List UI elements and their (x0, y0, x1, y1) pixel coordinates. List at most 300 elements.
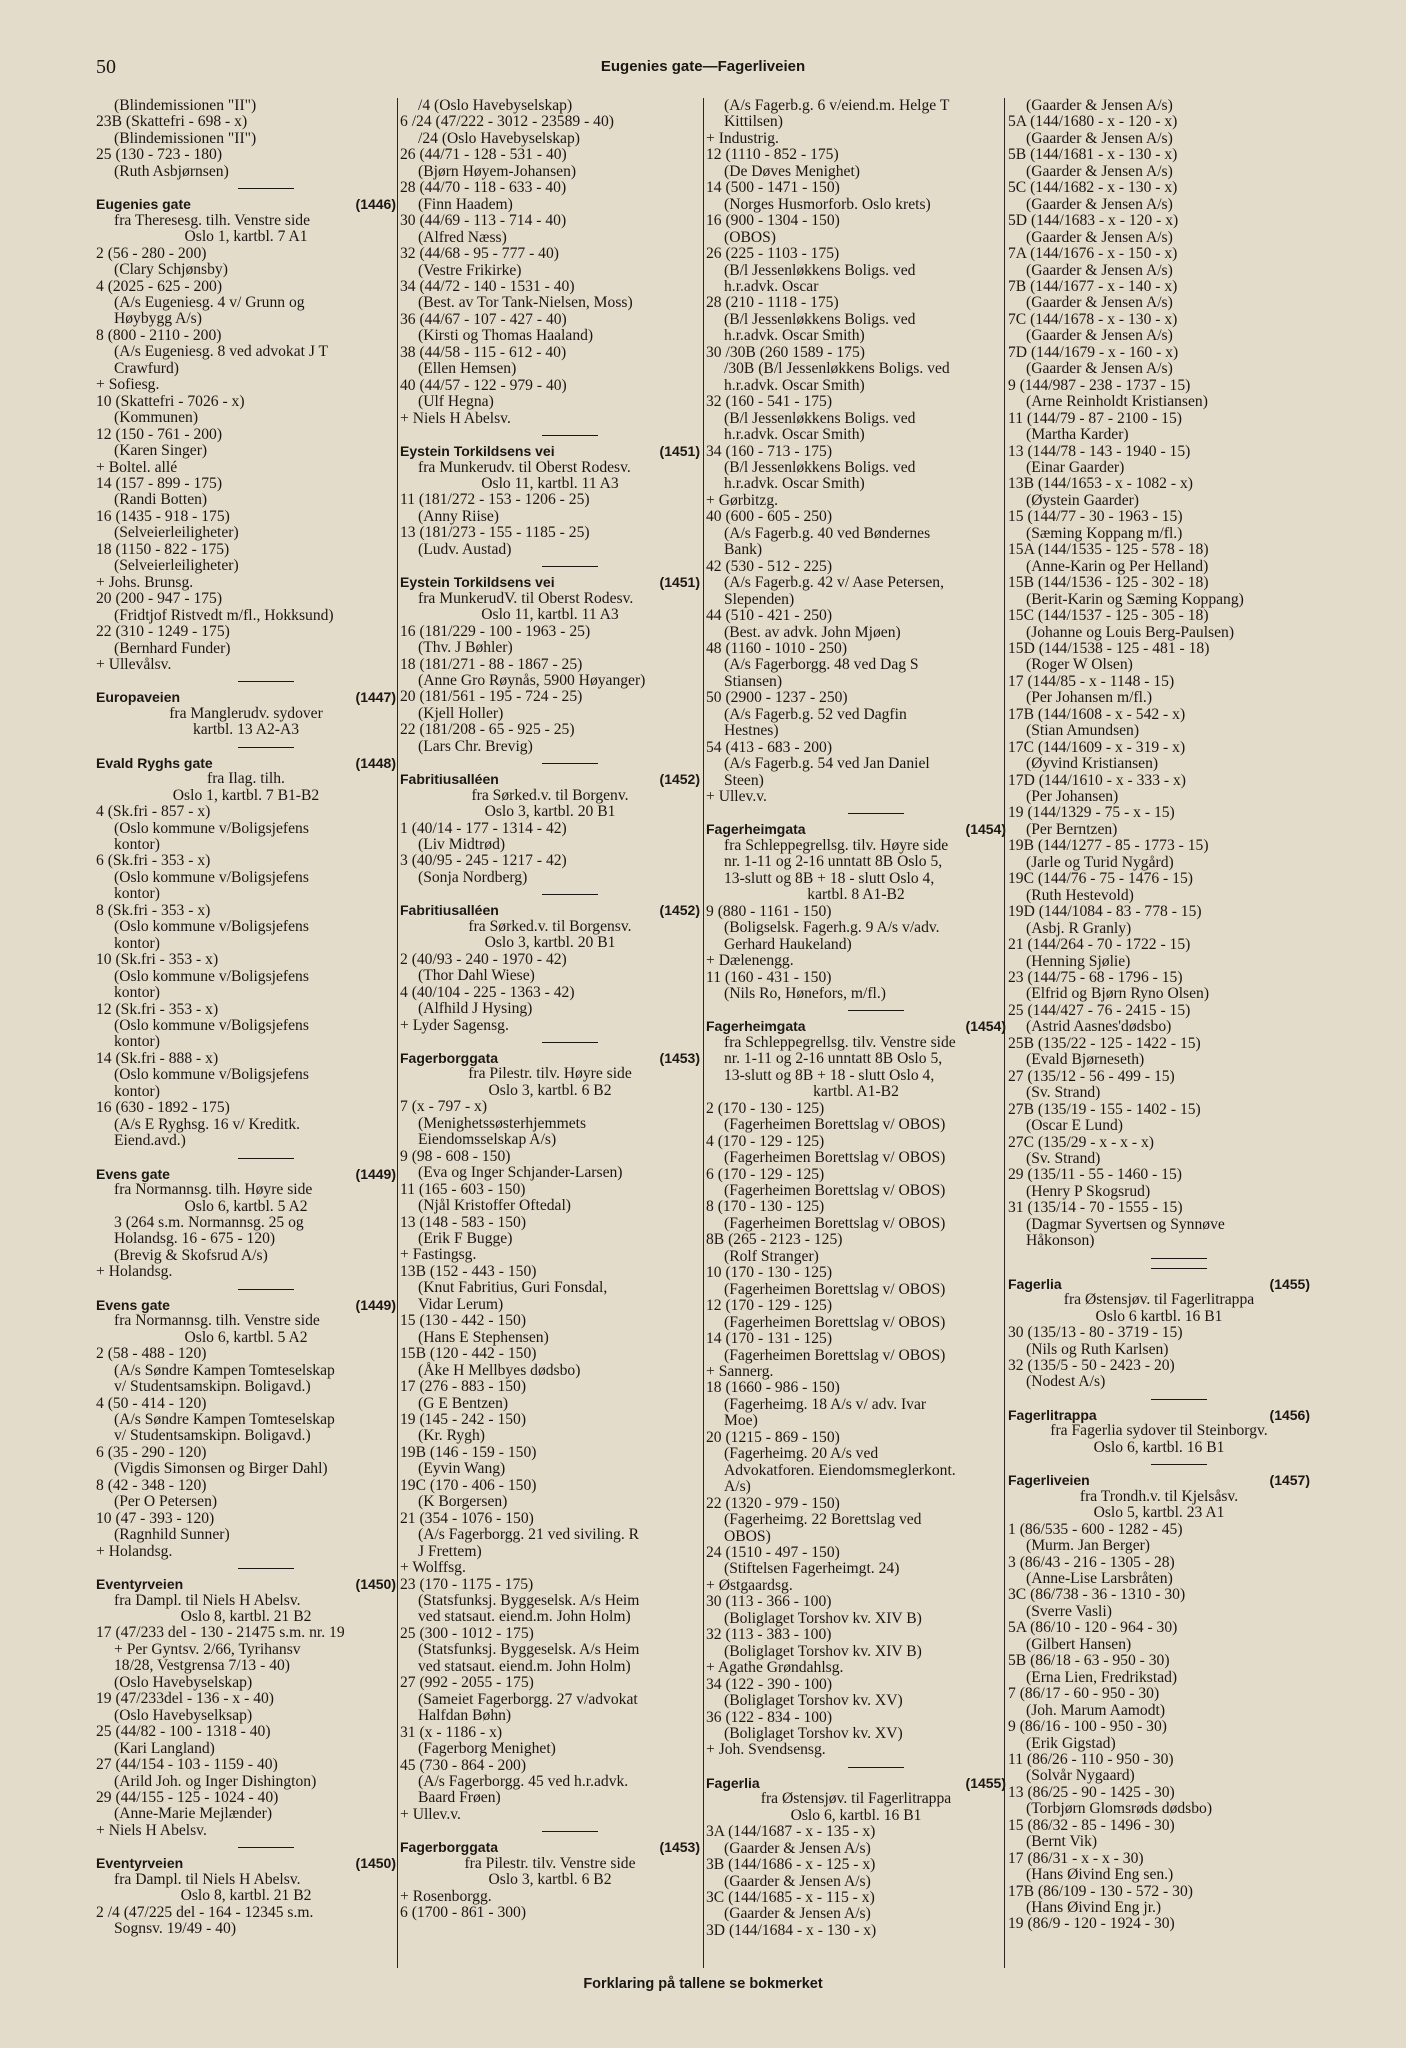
entry-detail: (Blindemissionen "II") (114, 98, 257, 114)
entry-detail: (Erna Lien, Fredrikstad) (1026, 1668, 1178, 1686)
street-description: Oslo 1, kartbl. 7 A1 (184, 228, 308, 246)
street-name: Fagerheimgata (706, 1018, 806, 1035)
entry-line: 32 (44/68 - 95 - 777 - 40) (400, 245, 559, 263)
entry-detail: (Anne-Lise Larsbråten) (1026, 1569, 1173, 1587)
street-heading (400, 902, 700, 918)
entry-line: 7A (144/1676 - x - 150 - x) (1008, 245, 1178, 263)
entry-detail: (G E Bentzen) (418, 1394, 509, 1412)
entry-line: 17 (86/31 - x - x - 30) (1008, 1849, 1144, 1867)
entry-line: 17 (144/85 - x - 1148 - 15) (1008, 672, 1175, 690)
entry-line: 4 (2025 - 625 - 200) (96, 277, 223, 295)
entry-detail: Høybygg A/s) (114, 310, 202, 328)
entry-line: 5B (144/1681 - x - 130 - x) (1008, 146, 1178, 164)
entry-detail: Håkonson) (1026, 1232, 1095, 1250)
section-divider (400, 1034, 700, 1044)
entry-detail: A/s) (724, 1478, 751, 1496)
entry-line: 13 (144/78 - 143 - 1940 - 15) (1008, 442, 1191, 460)
entry-detail: (Boliglaget Torshov kv. XIV B) (724, 1609, 922, 1627)
entry-line: 3C (144/1685 - x - 115 - x) (706, 1889, 875, 1907)
entry-detail: (Gaarder & Jensen A/s) (724, 1905, 871, 1923)
entry-detail: h.r.advk. Oscar Smith) (724, 475, 865, 493)
street-name: Fagerliveien (1008, 1472, 1090, 1489)
entry-line: 9 (86/16 - 100 - 950 - 30) (1008, 1718, 1167, 1736)
street-description: fra Manglerudv. sydover (169, 704, 323, 722)
entry-line: 19D (144/1084 - 83 - 778 - 15) (1008, 903, 1202, 921)
entry-line: 12 (1110 - 852 - 175) (706, 146, 839, 164)
street-number: (1453) (659, 1839, 700, 1856)
section-divider (400, 886, 700, 896)
street-name: Evens gate (96, 1296, 170, 1313)
entry-line: 4 (Sk.fri - 857 - x) (96, 803, 211, 821)
entry-line: 44 (510 - 421 - 250) (706, 607, 833, 625)
entry-detail: (Per Johansen m/fl.) (1026, 689, 1153, 707)
entry-detail: Kittilsen) (724, 113, 783, 131)
entry-line: 2 (170 - 130 - 125) (706, 1099, 825, 1117)
entry-detail: (Arne Reinholdt Kristiansen) (1026, 393, 1208, 411)
entry-detail: (Gaarder & Jensen A/s) (1026, 98, 1173, 114)
entry-line: 21 (144/264 - 70 - 1722 - 15) (1008, 936, 1191, 954)
entry-line: 30 (113 - 366 - 100) (706, 1593, 832, 1611)
entry-detail: Stiansen) (724, 672, 783, 690)
entry-detail: (Henning Sjølie) (1026, 952, 1131, 970)
entry-line: 2 (56 - 280 - 200) (96, 244, 207, 262)
entry-line: 25 (44/82 - 100 - 1318 - 40) (96, 1723, 271, 1741)
entry-detail: ved statsaut. eiend.m. John Holm) (418, 1657, 631, 1675)
entry-line: 14 (170 - 131 - 125) (706, 1330, 833, 1348)
entry-line: 8 (Sk.fri - 353 - x) (96, 901, 211, 919)
entry-detail: (Sv. Strand) (1026, 1150, 1101, 1167)
entry-detail: (Njål Kristoffer Oftedal) (418, 1197, 571, 1215)
entry-line: 9 (144/987 - 238 - 1737 - 15) (1008, 376, 1191, 394)
entry-line: 34 (122 - 390 - 100) (706, 1675, 833, 1693)
entry-detail: (Rolf Stranger) (724, 1247, 819, 1265)
entry-detail: nr. 1-11 og 2-16 unntatt 8B Oslo 5, (724, 853, 943, 871)
entry-detail: (Henry P Skogsrud) (1026, 1182, 1151, 1200)
street-heading (96, 1297, 396, 1313)
entry-detail: (Elfrid og Bjørn Ryno Olsen) (1026, 985, 1210, 1003)
entry-line: 19 (47/233del - 136 - x - 40) (96, 1690, 274, 1708)
entry-detail: /4 (Oslo Havebyselskap) (418, 98, 573, 114)
entry-line: + Agathe Grøndahlsg. (706, 1659, 844, 1677)
street-name: Fabritiusalléen (400, 902, 499, 919)
street-number: (1449) (355, 1165, 396, 1182)
section-divider (96, 1281, 396, 1291)
entry-detail: (Per Berntzen) (1026, 820, 1118, 838)
entry-line: 14 (Sk.fri - 888 - x) (96, 1049, 219, 1067)
entry-detail: (A/s Fagerb.g. 52 ved Dagfin (724, 705, 907, 723)
entry-detail: (Kjell Holler) (418, 704, 504, 722)
entry-detail: (Oslo Havebyselskap) (114, 1673, 253, 1691)
entry-detail: (Statsfunksj. Byggeselsk. A/s Heim (418, 1591, 640, 1609)
entry-line: 12 (Sk.fri - 353 - x) (96, 1000, 219, 1018)
entry-detail: (Asbj. R Granly) (1026, 919, 1132, 937)
entry-detail: kontor) (114, 984, 160, 1002)
section-divider (96, 1560, 396, 1570)
entry-detail: h.r.advk. Oscar Smith) (724, 426, 865, 444)
entry-detail: (Evald Bjørneseth) (1026, 1051, 1145, 1069)
entry-detail: (Boligselsk. Fagerh.g. 9 A/s v/adv. (724, 919, 940, 937)
entry-detail: (Boliglaget Torshov kv. XIV B) (724, 1642, 922, 1660)
entry-detail: (Gaarder & Jensen A/s) (1026, 294, 1173, 312)
entry-detail: (Ruth Asbjørnsen) (114, 162, 229, 180)
entry-line: 27C (135/29 - x - x - x) (1008, 1133, 1154, 1151)
street-description: Oslo 3, kartbl. 6 B2 (488, 1081, 612, 1099)
entry-detail: Moe) (724, 1412, 758, 1430)
page-footer: Forklaring på tallene se bokmerket (583, 1976, 823, 1992)
street-number: (1452) (659, 771, 700, 788)
column-4 (1008, 98, 1310, 1978)
street-name: Evens gate (96, 1165, 170, 1182)
entry-line: 17C (144/1609 - x - 319 - x) (1008, 738, 1186, 756)
entry-line: 26 (44/71 - 128 - 531 - 40) (400, 146, 567, 164)
section-divider (96, 739, 396, 749)
entry-detail: (Oscar E Lund) (1026, 1117, 1123, 1135)
entry-detail: Bank) (724, 541, 763, 559)
entry-line: 3A (144/1687 - x - 135 - x) (706, 1823, 876, 1841)
entry-detail: h.r.advk. Oscar Smith) (724, 376, 865, 394)
entry-line: 34 (44/72 - 140 - 1531 - 40) (400, 277, 575, 295)
entry-line: 18 (1150 - 822 - 175) (96, 540, 230, 558)
entry-line: 36 (122 - 834 - 100) (706, 1708, 833, 1726)
entry-line: 19C (144/76 - 75 - 1476 - 15) (1008, 870, 1193, 888)
entry-detail: (Stian Amundsen) (1026, 722, 1140, 740)
section-divider (96, 180, 396, 190)
entry-detail: Eiendomsselskap A/s) (418, 1131, 557, 1149)
entry-detail: (Sonja Nordberg) (418, 868, 528, 886)
entry-line: 15D (144/1538 - 125 - 481 - 18) (1008, 639, 1210, 657)
entry-line: + Niels H Abelsv. (400, 409, 511, 427)
entry-detail: (Erik F Bugge) (418, 1230, 513, 1247)
street-number: (1455) (965, 1774, 1006, 1791)
section-divider (706, 805, 1006, 815)
entry-line: 3C (86/738 - 36 - 1310 - 30) (1008, 1586, 1186, 1604)
section-divider (400, 427, 700, 437)
entry-line: 42 (530 - 512 - 225) (706, 557, 833, 575)
entry-detail: (Thor Dahl Wiese) (418, 967, 535, 985)
entry-detail: (Per O Petersen) (114, 1493, 218, 1511)
entry-line: + Østgaardsg. (706, 1576, 793, 1594)
entry-detail: (Øyvind Kristiansen) (1026, 755, 1159, 773)
entry-detail: (Gaarder & Jensen A/s) (1026, 228, 1173, 246)
entry-line: + Rosenborgg. (400, 1887, 492, 1905)
entry-detail: (Karen Singer) (114, 442, 208, 460)
entry-line: 5C (144/1682 - x - 130 - x) (1008, 179, 1178, 197)
entry-line: 31 (x - 1186 - x) (400, 1723, 503, 1741)
street-description: Oslo 3, kartbl. 20 B1 (484, 934, 616, 952)
street-description: fra Trondh.v. til Kjelsåsv. (1079, 1487, 1239, 1505)
street-number: (1455) (1269, 1275, 1310, 1292)
entry-line: + Johs. Brunsg. (96, 573, 194, 591)
entry-detail: (OBOS) (724, 228, 776, 246)
entry-detail: Vidar Lerum) (418, 1295, 504, 1313)
entry-detail: (A/s Fagerb.g. 54 ved Jan Daniel (724, 755, 930, 773)
entry-line: 7C (144/1678 - x - 130 - x) (1008, 310, 1178, 328)
street-name: Fagerborggata (400, 1050, 499, 1067)
entry-line: 26 (225 - 1103 - 175) (706, 245, 840, 263)
entry-detail: (A/s Fagerborgg. 45 ved h.r.advk. (418, 1772, 629, 1790)
street-number: (1450) (355, 1576, 396, 1593)
entry-detail: h.r.advk. Oscar Smith) (724, 327, 865, 345)
entry-detail: (Ellen Hemsen) (418, 360, 517, 378)
entry-detail: Gerhard Haukeland) (724, 935, 852, 953)
entry-detail: (Anne Gro Røynås, 5900 Høyanger) (418, 671, 646, 689)
street-heading (706, 821, 1006, 837)
entry-line: 32 (160 - 541 - 175) (706, 393, 833, 411)
section-divider (1008, 1260, 1310, 1270)
running-head: Eugenies gate—Fagerliveien (600, 58, 806, 75)
entry-line: + Ullev.v. (706, 788, 767, 806)
entry-detail: Halfdan Bøhn) (418, 1707, 512, 1725)
entry-detail: (Fagerheimen Borettslag v/ OBOS) (724, 1313, 946, 1331)
entry-line: 27 (44/154 - 103 - 1159 - 40) (96, 1756, 278, 1774)
entry-line: 54 (413 - 683 - 200) (706, 738, 833, 756)
entry-detail: (A/s Fagerborgg. 21 ved siviling. R (418, 1526, 640, 1544)
entry-detail: h.r.advk. Oscar (724, 277, 819, 295)
street-number: (1452) (659, 902, 700, 919)
entry-line: 23 (170 - 1175 - 175) (400, 1575, 534, 1593)
entry-line: 19B (146 - 159 - 150) (400, 1443, 537, 1461)
entry-line: 25 (130 - 723 - 180) (96, 146, 223, 164)
entry-line: 5B (86/18 - 63 - 950 - 30) (1008, 1652, 1170, 1670)
entry-detail: kontor) (114, 836, 160, 854)
street-description: Oslo 6, kartbl. 5 A2 (184, 1197, 308, 1215)
entry-detail: (Sv. Strand) (1026, 1084, 1101, 1102)
entry-detail: (Oslo Havebyselksap) (114, 1706, 253, 1724)
street-description: Oslo 11, kartbl. 11 A3 (481, 606, 619, 624)
entry-line: + Ullevålsv. (96, 655, 172, 673)
entry-line: 19C (170 - 406 - 150) (400, 1476, 537, 1494)
entry-detail: (Dagmar Syvertsen og Synnøve (1026, 1215, 1225, 1233)
entry-line: 11 (144/79 - 87 - 2100 - 15) (1008, 409, 1182, 427)
entry-detail: (Anny Riise) (418, 507, 499, 525)
entry-detail: kontor) (114, 885, 160, 903)
entry-detail: OBOS) (724, 1527, 771, 1545)
entry-detail: fra Schleppegrellsg. tilv. Venstre side (724, 1033, 956, 1051)
street-name: Eystein Torkildsens vei (400, 443, 555, 460)
entry-detail: (Nils og Ruth Karlsen) (1026, 1340, 1169, 1358)
entry-line: + Wolffsg. (400, 1559, 466, 1577)
entry-detail: v/ Studentsamskipn. Boligavd.) (114, 1427, 311, 1445)
entry-detail: (A/s Fagerb.g. 42 v/ Aase Petersen, (724, 574, 945, 592)
entry-line: 10 (170 - 130 - 125) (706, 1264, 833, 1282)
entry-detail: (Oslo kommune v/Boligsjefens (114, 967, 309, 985)
entry-line: 21 (354 - 1076 - 150) (400, 1509, 534, 1527)
entry-line: 8 (170 - 130 - 125) (706, 1198, 825, 1216)
entry-line: 1 (40/14 - 177 - 1314 - 42) (400, 819, 567, 837)
entry-line: 15B (120 - 442 - 150) (400, 1345, 537, 1363)
entry-detail: fra Schleppegrellsg. tilv. Høyre side (724, 836, 949, 854)
entry-line: 27B (135/19 - 155 - 1402 - 15) (1008, 1100, 1201, 1118)
street-heading (96, 1855, 396, 1871)
entry-detail: J Frettem) (418, 1542, 482, 1560)
street-name: Europaveien (96, 689, 181, 706)
entry-detail: (Oslo kommune v/Boligsjefens (114, 918, 309, 936)
entry-detail: (Murm. Jan Berger) (1026, 1537, 1150, 1555)
street-description: Oslo 6, kartbl. 16 B1 (1093, 1438, 1225, 1456)
street-description: Oslo 3, kartbl. 6 B2 (488, 1871, 612, 1889)
entry-line: 13 (86/25 - 90 - 1425 - 30) (1008, 1783, 1175, 1801)
entry-line: 29 (44/155 - 125 - 1024 - 40) (96, 1788, 279, 1806)
entry-detail: (Selveierleiligheter) (114, 557, 239, 575)
entry-line: 12 (170 - 129 - 125) (706, 1297, 833, 1315)
entry-detail: (B/l Jessenløkkens Boligs. ved (724, 409, 916, 427)
column-1 (96, 98, 396, 1978)
entry-line: 7B (144/1677 - x - 140 - x) (1008, 277, 1178, 295)
entry-line: 31 (135/14 - 70 - 1555 - 15) (1008, 1199, 1183, 1217)
entry-line: 27 (992 - 2055 - 175) (400, 1674, 534, 1692)
entry-detail: (A/s Fagerborgg. 48 ved Dag S (724, 656, 919, 674)
column-3 (706, 98, 1006, 1978)
street-name: Fagerlitrappa (1008, 1406, 1097, 1423)
entry-detail: (A/s Fagerb.g. 40 ved Bøndernes (724, 524, 931, 542)
street-name: Fabritiusalléen (400, 771, 499, 788)
entry-line: 19B (144/1277 - 85 - 1773 - 15) (1008, 837, 1209, 855)
entry-detail: (Joh. Marum Aamodt) (1026, 1701, 1166, 1719)
entry-line: 6 (Sk.fri - 353 - x) (96, 852, 211, 870)
entry-line: 8 (800 - 2110 - 200) (96, 326, 222, 344)
entry-line: 15 (86/32 - 85 - 1496 - 30) (1008, 1816, 1175, 1834)
section-divider (400, 558, 700, 568)
street-description: Oslo 6, kartbl. 16 B1 (790, 1806, 922, 1824)
entry-line: 17 (47/233 del - 130 - 21475 s.m. nr. 19 (96, 1624, 345, 1642)
entry-detail: (Hans Øivind Eng jr.) (1026, 1899, 1162, 1917)
street-number: (1451) (659, 574, 700, 591)
entry-detail: (Oslo kommune v/Boligsjefens (114, 1066, 309, 1084)
entry-line: 11 (181/272 - 153 - 1206 - 25) (400, 491, 590, 509)
entry-line: 27 (135/12 - 56 - 499 - 15) (1008, 1067, 1175, 1085)
entry-line: 1 (86/535 - 600 - 1282 - 45) (1008, 1520, 1183, 1538)
street-description: fra Østensjøv. til Fagerlitrappa (1063, 1291, 1255, 1309)
entry-line: 25 (144/427 - 76 - 2415 - 15) (1008, 1001, 1191, 1019)
street-description: fra Ilag. tilh. (207, 770, 285, 788)
section-divider (706, 1002, 1006, 1012)
entry-detail: (Best. av Tor Tank-Nielsen, Moss) (418, 294, 633, 312)
entry-line: 15 (144/77 - 30 - 1963 - 15) (1008, 508, 1183, 526)
street-heading (706, 1018, 1006, 1034)
entry-detail: (Best. av advk. John Mjøen) (724, 623, 901, 641)
entry-line: 13B (152 - 443 - 150) (400, 1262, 537, 1280)
entry-detail: (Sameiet Fagerborgg. 27 v/advokat (418, 1690, 638, 1708)
entry-line: 25B (135/22 - 125 - 1422 - 15) (1008, 1034, 1201, 1052)
entry-detail: Holandsg. 16 - 675 - 120) (114, 1230, 276, 1248)
street-name: Eventyrveien (96, 1855, 184, 1872)
entry-line: 25 (300 - 1012 - 175) (400, 1624, 534, 1642)
entry-detail: (A/s Søndre Kampen Tomteselskap (114, 1361, 335, 1379)
street-description: Oslo 8, kartbl. 21 B2 (180, 1607, 312, 1625)
street-heading (96, 196, 396, 212)
entry-detail: (Gaarder & Jensen A/s) (1026, 327, 1173, 345)
entry-detail: (Statsfunksj. Byggeselsk. A/s Heim (418, 1641, 640, 1659)
entry-detail: /24 (Oslo Havebyselskap) (418, 129, 580, 147)
entry-detail: (Solvår Nygaard) (1026, 1767, 1135, 1785)
entry-detail: (Øystein Gaarder) (1026, 491, 1140, 509)
street-number: (1453) (659, 1050, 700, 1067)
street-name: Fagerlia (706, 1774, 760, 1791)
entry-line: 13B (144/1653 - x - 1082 - x) (1008, 475, 1193, 493)
street-heading (400, 574, 700, 590)
street-heading (706, 1775, 1006, 1791)
entry-line: + Niels H Abelsv. (96, 1821, 207, 1839)
entry-line: 14 (500 - 1471 - 150) (706, 179, 840, 197)
street-number: (1454) (965, 1018, 1006, 1035)
entry-detail: (Lars Chr. Brevig) (418, 737, 533, 755)
entry-detail: (Berit-Karin og Sæming Koppang) (1026, 590, 1244, 608)
page-number: 50 (96, 56, 116, 78)
entry-line: 13 (181/273 - 155 - 1185 - 25) (400, 524, 590, 542)
entry-detail: (Fagerheimg. 18 A/s v/ adv. Ivar (724, 1395, 927, 1413)
entry-detail: (B/l Jessenløkkens Boligs. ved (724, 261, 916, 279)
street-description: Oslo 1, kartbl. 7 B1-B2 (172, 786, 320, 804)
street-number: (1456) (1269, 1406, 1310, 1423)
section-divider (96, 1150, 396, 1160)
entry-line: 8B (265 - 2123 - 125) (706, 1231, 843, 1249)
entry-detail: (B/l Jessenløkkens Boligs. ved (724, 458, 916, 476)
entry-line: 32 (113 - 383 - 100) (706, 1626, 832, 1644)
entry-detail: Advokatforen. Eiendomsmeglerkont. (724, 1461, 956, 1479)
entry-detail: (Boliglaget Torshov kv. XV) (724, 1692, 903, 1710)
entry-detail: v/ Studentsamskipn. Boligavd.) (114, 1378, 311, 1396)
entry-line: 6 (1700 - 861 - 300) (400, 1904, 527, 1922)
entry-detail: (Erik Gigstad) (1026, 1734, 1116, 1752)
street-heading (400, 1050, 700, 1066)
entry-line: 5D (144/1683 - x - 120 - x) (1008, 212, 1179, 230)
entry-detail: /30B (B/l Jessenløkkens Boligs. ved (724, 360, 950, 378)
entry-detail: (Nodest A/s) (1026, 1373, 1106, 1391)
section-divider (400, 755, 700, 765)
street-number: (1449) (355, 1296, 396, 1313)
entry-detail: (Anne-Marie Mejlænder) (114, 1805, 273, 1823)
entry-line: 50 (2900 - 1237 - 250) (706, 689, 848, 707)
street-description: kartbl. 8 A1-B2 (807, 886, 905, 904)
entry-detail: Eiend.avd.) (114, 1132, 186, 1150)
entry-line: 17 (276 - 883 - 150) (400, 1378, 527, 1396)
entry-line: + Lyder Sagensg. (400, 1016, 509, 1034)
entry-detail: (Fridtjof Ristvedt m/fl., Hokksund) (114, 606, 334, 624)
entry-line: 30 /30B (260 1589 - 175) (706, 343, 865, 361)
entry-line: 11 (160 - 431 - 150) (706, 968, 832, 986)
entry-line: 38 (44/58 - 115 - 612 - 40) (400, 343, 567, 361)
street-description: kartbl. 13 A2-A3 (192, 721, 300, 739)
entry-detail: (Gaarder & Jensen A/s) (1026, 195, 1173, 213)
entry-detail: (Kari Langland) (114, 1739, 215, 1757)
entry-detail: (Randi Botten) (114, 491, 208, 509)
entry-line: 20 (181/561 - 195 - 724 - 25) (400, 688, 583, 706)
entry-detail: (Knut Fabritius, Guri Fonsdal, (418, 1279, 608, 1297)
directory-columns (0, 98, 1406, 1978)
entry-detail: Steen) (724, 771, 764, 789)
entry-detail: (A/s Søndre Kampen Tomteselskap (114, 1410, 335, 1428)
entry-line: 4 (40/104 - 225 - 1363 - 42) (400, 983, 575, 1001)
street-name: Fagerlia (1008, 1275, 1062, 1292)
entry-line: 17D (144/1610 - x - 333 - x) (1008, 771, 1187, 789)
street-heading (96, 1166, 396, 1182)
entry-line: 19 (145 - 242 - 150) (400, 1410, 527, 1428)
entry-line: 15C (144/1537 - 125 - 305 - 18) (1008, 607, 1209, 625)
street-description: kartbl. A1-B2 (813, 1083, 899, 1101)
entry-detail: (Fagerheimen Borettslag v/ OBOS) (724, 1346, 946, 1364)
street-name: Eugenies gate (96, 196, 191, 213)
entry-line: 36 (44/67 - 107 - 427 - 40) (400, 310, 567, 328)
entry-detail: (Gaarder & Jensen A/s) (1026, 129, 1173, 147)
entry-detail: kontor) (114, 934, 160, 952)
entry-detail: (B/l Jessenløkkens Boligs. ved (724, 310, 916, 328)
street-heading (96, 755, 396, 771)
entry-detail: (Martha Karder) (1026, 426, 1129, 444)
street-description: fra Sørked.v. til Borgenv. (471, 786, 629, 804)
street-description: Oslo 3, kartbl. 20 B1 (484, 803, 616, 821)
entry-detail: kontor) (114, 1033, 160, 1051)
entry-detail: (Ulf Hegna) (418, 393, 494, 411)
